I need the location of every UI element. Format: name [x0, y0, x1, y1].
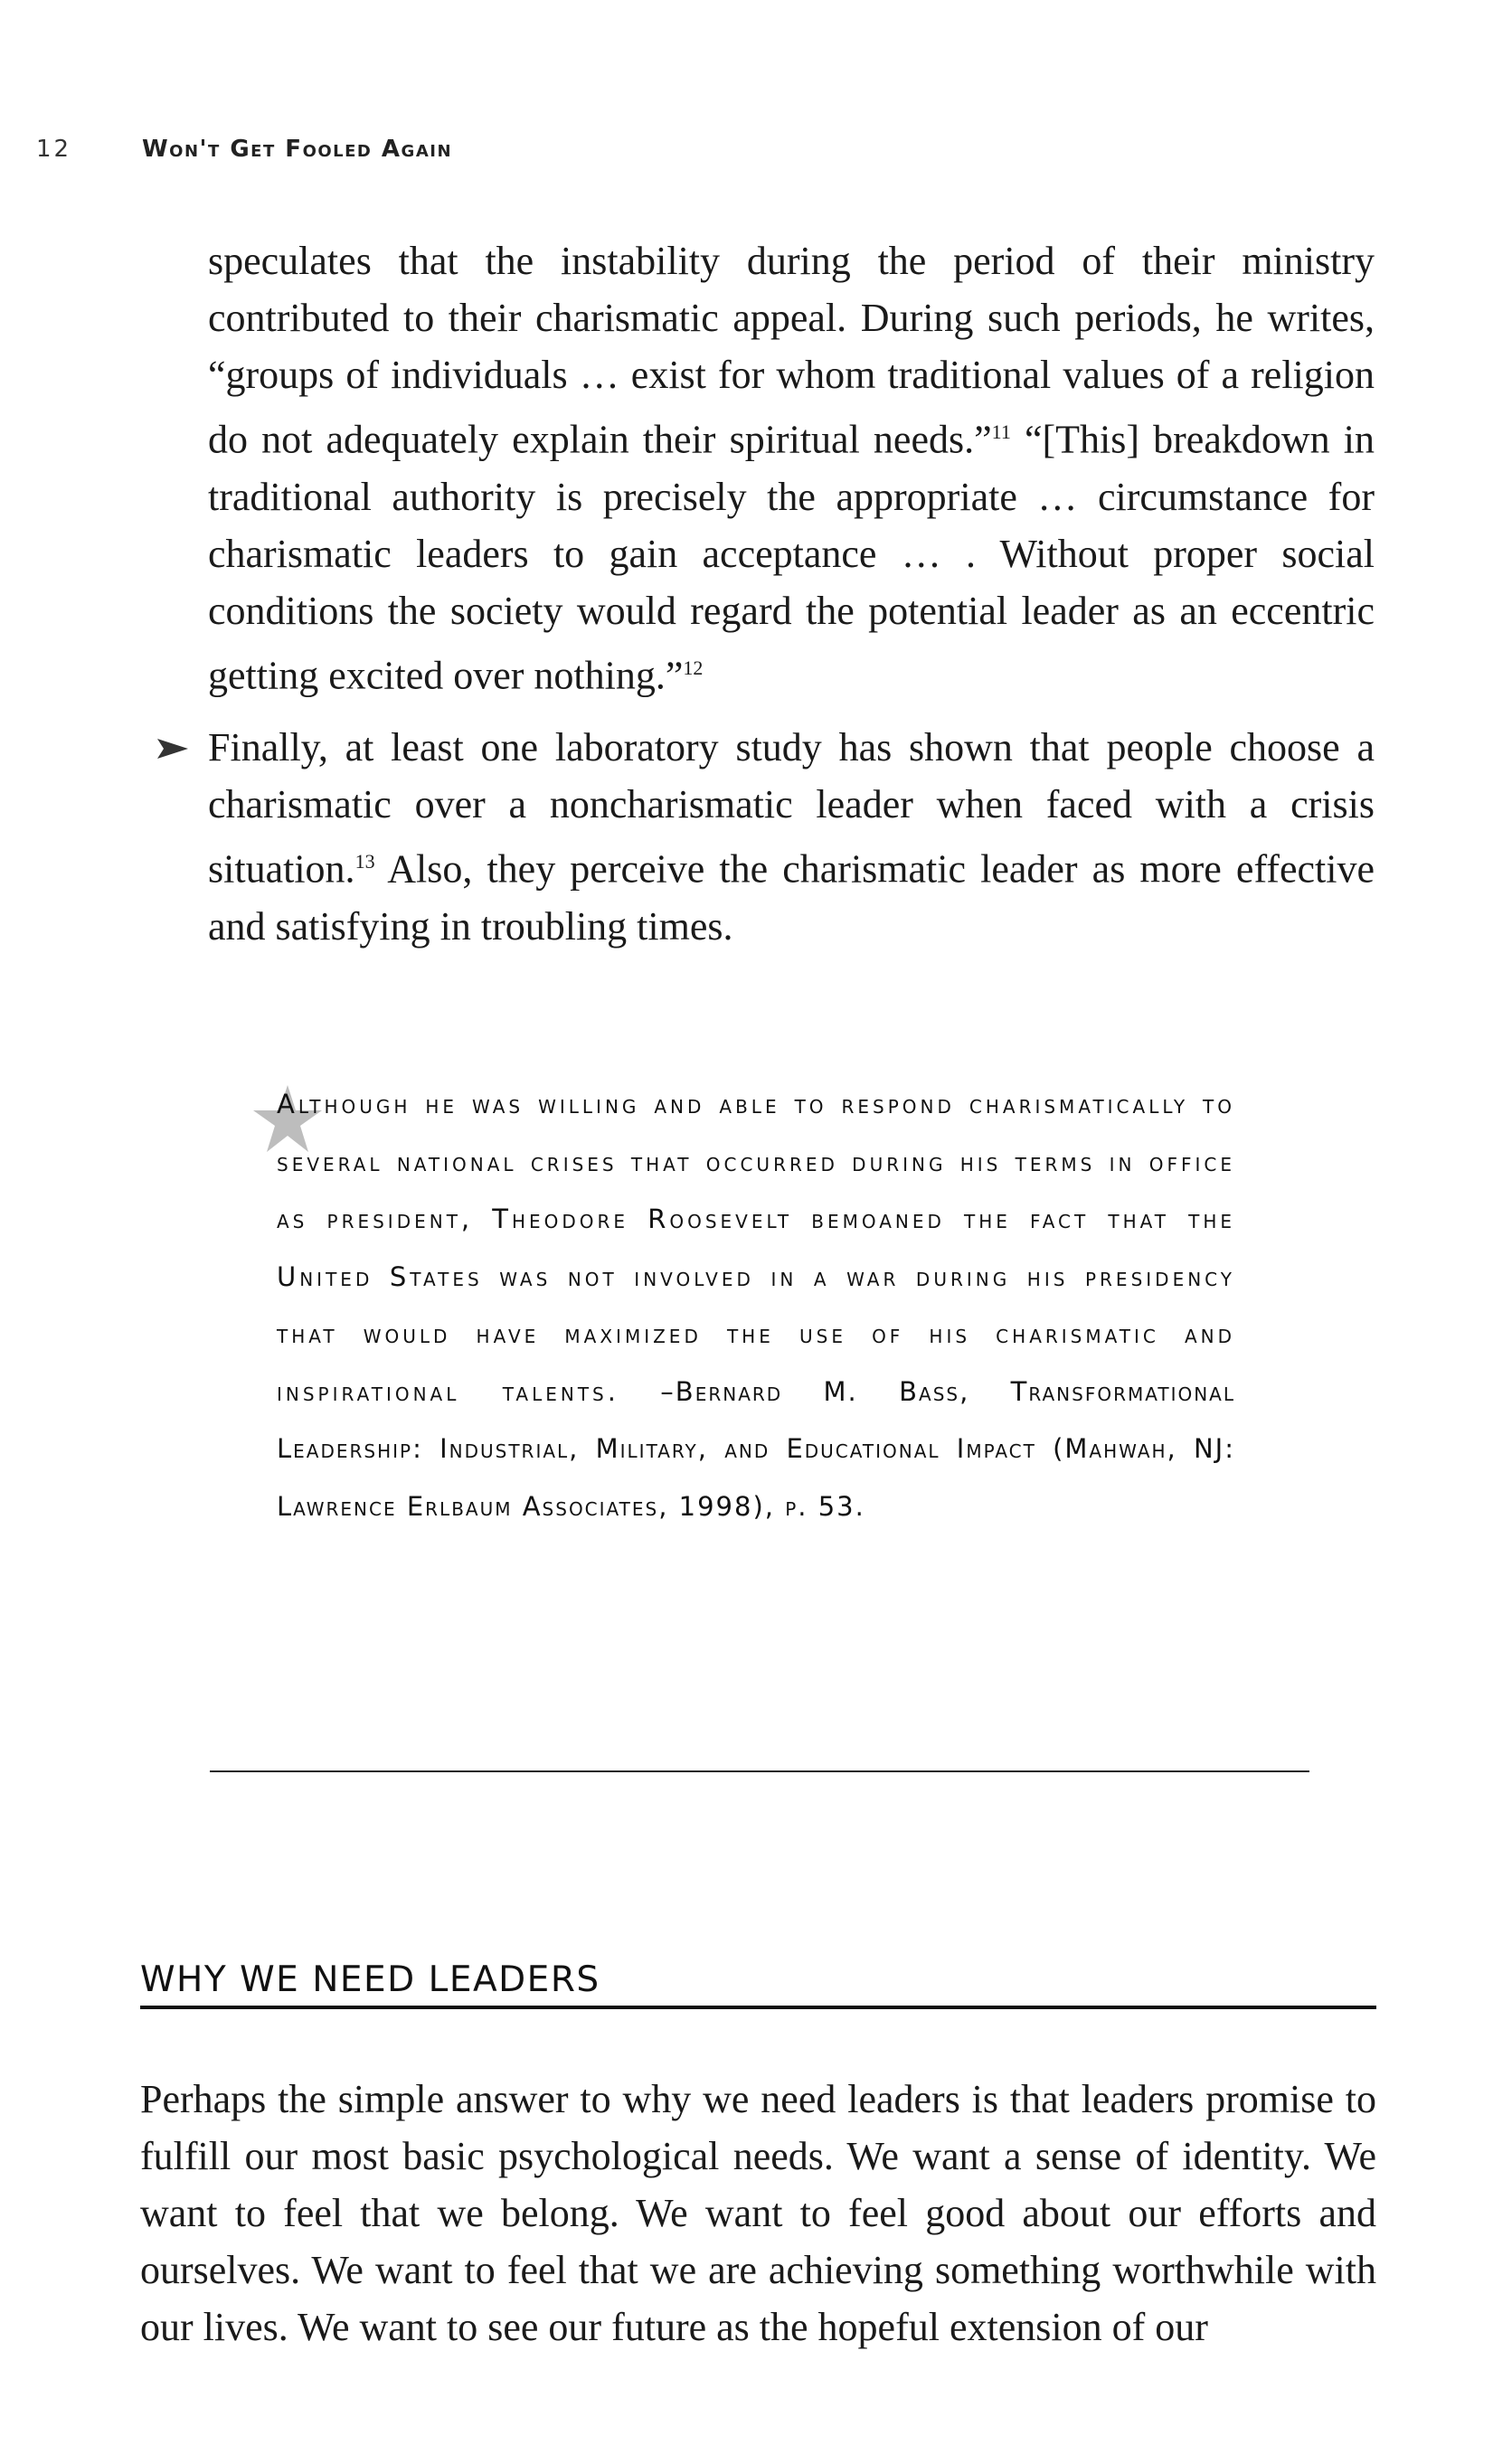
continued-paragraph-text: speculates that the instability during the period of their ministry contributed to their charismatic appeal. During such periods, he writes, “groups of individuals … exist for whom traditional values of a religion do not adequately explain their spiritual needs.”$^{11}$ “[This] breakdown in traditional authority is precisely the appropriate … circumstance for charismatic leaders to gain acceptance … . Without proper social conditions the society would regard the potential leader as an eccentric getting excited over nothing.”$^{12}$	[208, 239, 1375, 698]
callout-attribution: –Bernard M. Bass, Transformational Leadership: Industrial, Military, and Educational Impact (Mahwah, NJ: Lawrence Erlbaum Associates, 1998), p. 53.	[277, 1375, 1235, 1522]
book-title: Won't Get Fooled Again	[142, 136, 453, 163]
section-paragraph	[140, 2071, 1376, 2355]
section-title: WHY WE NEED LEADERS	[140, 1959, 600, 2000]
footnote-ref-12: 12	[683, 656, 704, 679]
running-head	[36, 136, 1439, 172]
callout-quote	[277, 1076, 1235, 1535]
footnote-ref-11: 11	[991, 420, 1011, 443]
callout-quote-text: Although he was willing and able to respond charismatically to several national crises that occurred during his terms in office as president, Theodore Roosevelt bemoaned the fact that the United States was not involved in a war during his presidency that would have maximized the use of his charismatic and inspirational talents.	[277, 1089, 1235, 1407]
arrowhead-bullet-icon	[157, 739, 188, 759]
footnote-ref-13: 13	[354, 850, 375, 873]
section-heading	[140, 1959, 1376, 2009]
section-paragraph-text: Perhaps the simple answer to why we need leaders is that leaders promise to fulfill our most basic psychological needs. We want a sense of identity. We want to feel that we belong. We want to feel good about our efforts and ourselves. We want to feel that we are achieving something worthwhile with our lives. We want to see our future as the hopeful extension of our	[140, 2077, 1376, 2349]
continued-paragraph	[208, 232, 1375, 703]
bullet-paragraph-text: Finally, at least one laboratory study has shown that people choose a charismatic over a noncharismatic leader when faced with a crisis situation.$^{13}$ Also, they perceive the charismatic leader as more effective and satisfying in troubling times.	[208, 725, 1375, 949]
callout-text	[277, 1076, 1235, 1535]
page-number: 12	[36, 136, 72, 163]
bullet-paragraph	[208, 719, 1375, 955]
callout-divider	[210, 1770, 1309, 1772]
